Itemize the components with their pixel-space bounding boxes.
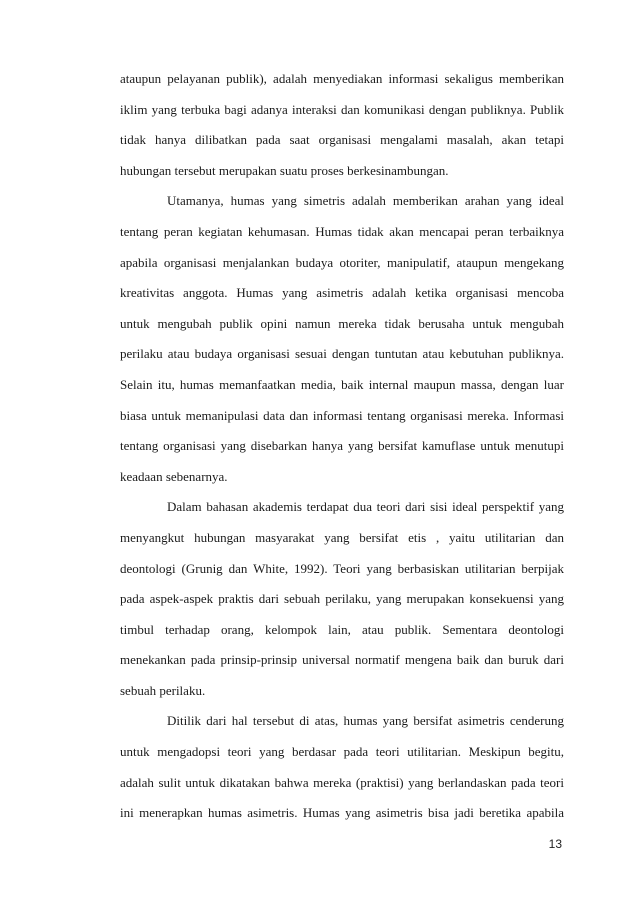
text-line: tentang organisasi yang disebarkan hanya yang bersifat kamuflase untuk menutupi [120,438,564,454]
paragraph [120,64,564,186]
text-line: sebuah perilaku. [120,682,206,698]
text-line: adalah sulit untuk dikatakan bahwa mereka (praktisi) yang berlandaskan pada teori [120,774,564,790]
paragraph [120,706,564,828]
text-line: iklim yang terbuka bagi adanya interaksi dan komunikasi dengan publiknya. Publik [120,101,564,117]
text-line: biasa untuk memanipulasi data dan informasi tentang organisasi mereka. Informasi [120,407,564,423]
text-line: deontologi (Grunig dan White, 1992). Teori yang berbasiskan utilitarian berpijak [120,560,564,576]
text-line: Dalam bahasan akademis terdapat dua teori dari sisi ideal perspektif yang [167,499,564,515]
text-line: kreativitas anggota. Humas yang asimetris adalah ketika organisasi mencoba [120,285,564,301]
text-line: Utamanya, humas yang simetris adalah memberikan arahan yang ideal [167,193,564,209]
text-line: untuk mengubah publik opini namun mereka tidak berusaha untuk mengubah [120,315,564,331]
text-line: menekankan pada prinsip-prinsip universal normatif mengena baik dan buruk dari [120,652,564,668]
text-line: keadaan sebenarnya. [120,468,228,484]
body-text [120,64,564,829]
text-line: timbul terhadap orang, kelompok lain, atau publik. Sementara deontologi [120,621,564,637]
text-line: untuk mengadopsi teori yang berdasar pada teori utilitarian. Meskipun begitu, [120,744,564,760]
text-line: ini menerapkan humas asimetris. Humas yang asimetris bisa jadi beretika apabila [120,805,564,821]
paragraph [120,186,564,492]
text-line: Ditilik dari hal tersebut di atas, humas yang bersifat asimetris cenderung [167,713,564,729]
text-line: hubungan tersebut merupakan suatu proses berkesinambungan. [120,162,449,178]
paragraph [120,492,564,706]
text-line: tidak hanya dilibatkan pada saat organisasi mengalami masalah, akan tetapi [120,132,564,148]
text-line: pada aspek-aspek praktis dari sebuah perilaku, yang merupakan konsekuensi yang [120,591,564,607]
text-line: menyangkut hubungan masyarakat yang bersifat etis , yaitu utilitarian dan [120,529,564,545]
text-line: apabila organisasi menjalankan budaya otoriter, manipulatif, ataupun mengekang [120,254,564,270]
text-line: tentang peran kegiatan kehumasan. Humas tidak akan mencapai peran terbaiknya [120,223,564,239]
text-line: ataupun pelayanan publik), adalah menyediakan informasi sekaligus memberikan [120,71,564,86]
text-line: Selain itu, humas memanfaatkan media, baik internal maupun massa, dengan luar [120,376,564,392]
page-number: 13 [548,837,562,851]
text-line: perilaku atau budaya organisasi sesuai dengan tuntutan atau kebutuhan publiknya. [120,346,564,362]
